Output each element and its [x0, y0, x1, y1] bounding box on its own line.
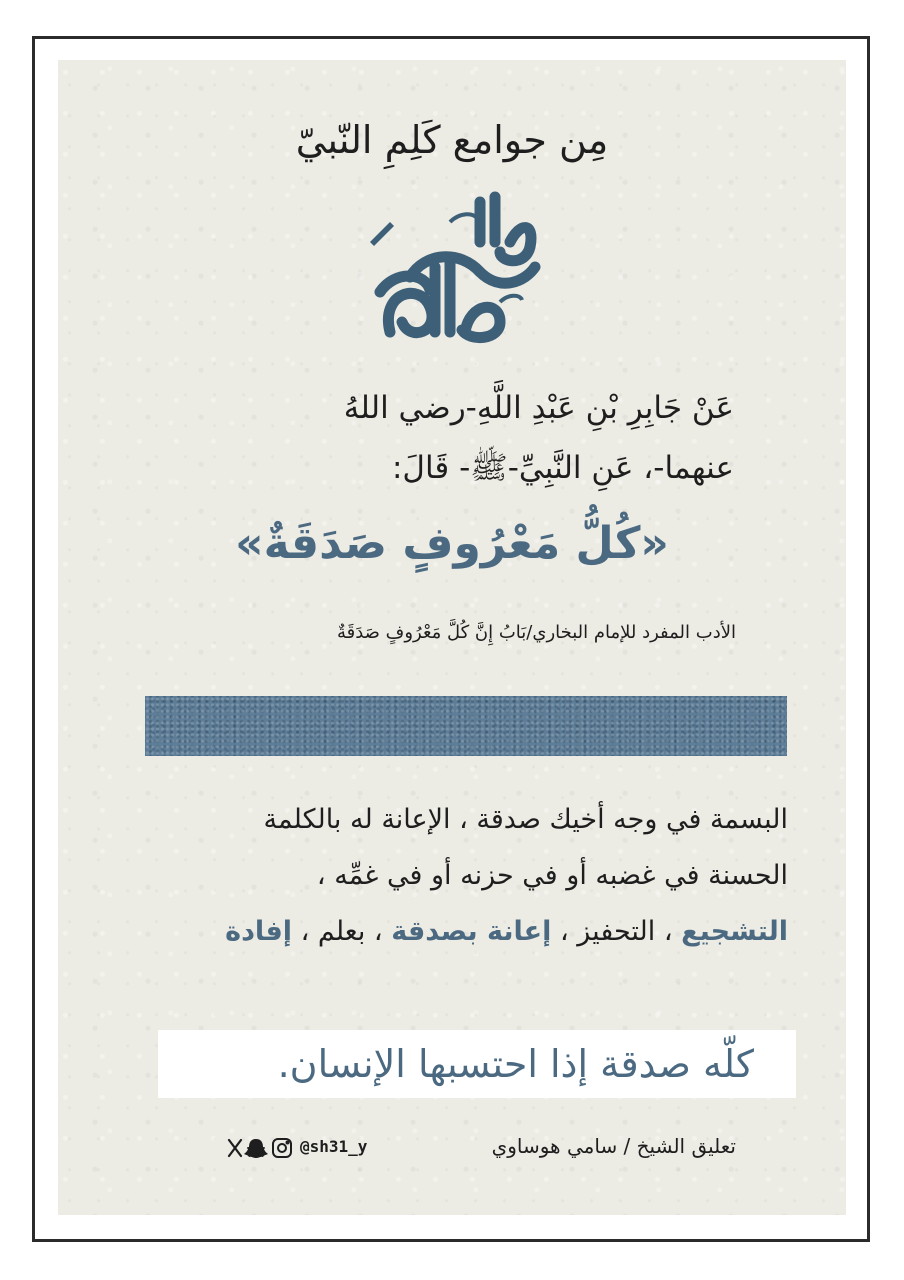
social-icons	[226, 1136, 298, 1160]
commentary-line-1: البسمة في وجه أخيك صدقة ، الإعانة له بالكلمة	[263, 804, 788, 835]
narration-line-2: عنهما-، عَنِ النَّبِيِّ-ﷺ- قَالَ:	[391, 450, 734, 486]
commentary-line-3	[108, 904, 788, 960]
calligraphy-salawat-logo	[350, 182, 550, 362]
highlight-charity-help: إعانة بصدقة	[391, 916, 552, 947]
textured-divider-bar	[145, 696, 787, 756]
social-handle: @sh31_y	[300, 1137, 368, 1156]
commentary-plain-2: ، بعلم ،	[292, 916, 392, 947]
narration-line-1: عَنْ جَابِرِ بْنِ عَبْدِ اللَّهِ-رضي اللهُ	[343, 390, 734, 426]
conclusion-text: كلّه صدقة إذا احتسبها الإنسان.	[277, 1042, 754, 1086]
footer-credit: تعليق الشيخ / سامي هوساوي	[491, 1134, 736, 1158]
page-title: مِن جوامع كَلِمِ النّبيّ	[295, 118, 609, 162]
commentary-plain-1: ، التحفيز ،	[551, 916, 682, 947]
commentary-text	[108, 792, 788, 960]
snapchat-icon	[244, 1139, 268, 1158]
footer	[226, 1134, 746, 1166]
highlight-benefit: إفادة	[225, 916, 293, 947]
narration-text	[134, 378, 734, 498]
x-icon	[229, 1140, 241, 1156]
hadith-source: الأدب المفرد للإمام البخاري/بَابُ إِنَّ كُلَّ مَعْرُوفٍ صَدَقَةٌ	[336, 622, 736, 643]
highlight-encouragement: التشجيع	[681, 916, 788, 947]
hadith-quote: «كُلُّ مَعْرُوفٍ صَدَقَةٌ»	[235, 518, 669, 569]
instagram-icon	[273, 1139, 291, 1157]
commentary-line-2: الحسنة في غضبه أو في حزنه أو في غمِّه ،	[316, 860, 788, 891]
